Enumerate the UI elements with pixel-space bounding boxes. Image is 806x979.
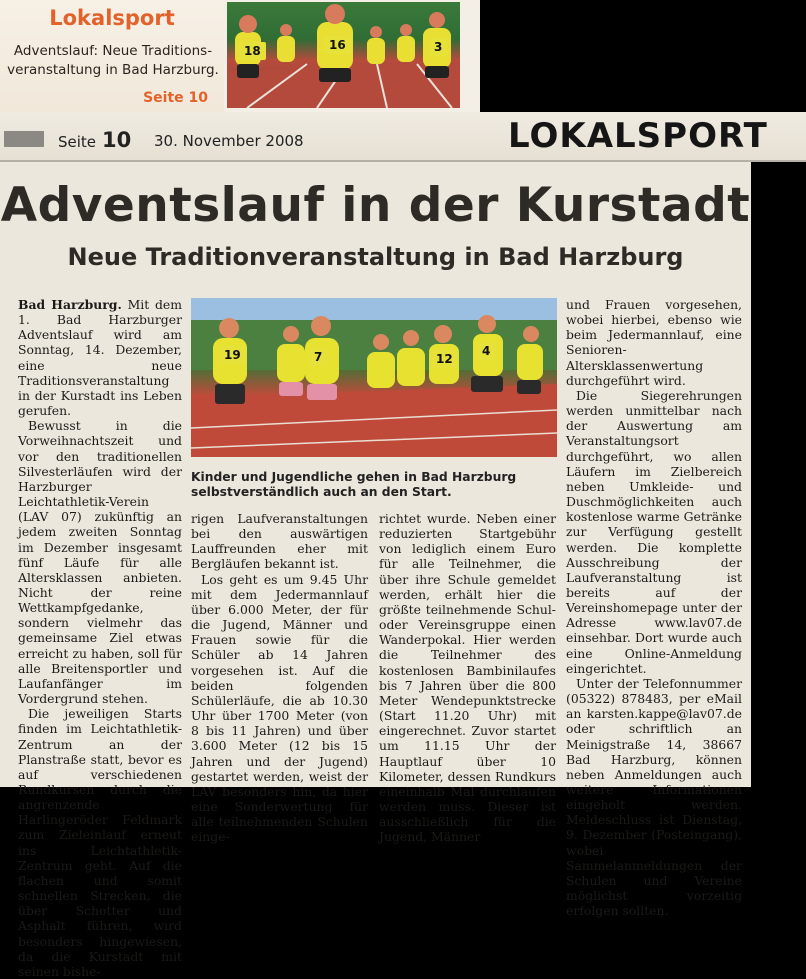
runners-photo-illustration [191,298,557,457]
header-bar-mark [4,131,44,147]
page-number [58,128,131,152]
teaser-box [0,0,480,112]
article-column-1 [18,297,182,979]
teaser-kicker: Lokalsport [49,6,175,30]
page-word: Seite [58,133,97,151]
article-column-4 [566,297,742,918]
article-column-3 [379,511,556,844]
photo-bib: 7 [309,348,327,366]
article-photo [191,298,557,457]
paragraph-text: Mit dem 1. Bad Harzburger Adventslauf wird am Sonntag, 14. Dezember, eine neue Traditionsveranstaltung in der Kurstadt ins Leben gerufen. [18,297,182,419]
paragraph: richtet wurde. Neben einer reduzierten Startgebühr von lediglich einem Euro für alle Teilnehmer, die über ihre Schule gemeldet werden, erhält hier die größte teilnehmende Schul- oder Vereinsgruppe einen Wanderpokal. Hier werden die Teilnehmer des kostenlosen Bambinilaufes bis 7 Jahren über die 800 Meter Wendepunktstrecke (Start 11.20 Uhr) mit eingerechnet. Zuvor startet um 11.15 Uhr der Hauptlauf über 10 Kilometer, dessen Rundkurs eineinhalb Mal durchlaufen werden muss. Dieser ist ausschließlich für die Jugend, Männer [379,511,556,845]
paragraph [18,297,182,418]
teaser-bib: 3 [429,38,447,56]
dateline: Bad Harzburg. [18,297,122,312]
teaser-bib: 18 [239,42,266,60]
photo-bib: 19 [219,346,246,364]
paragraph: Die jeweiligen Starts finden im Leichtathletik-Zentrum an der Planstraße statt, bevor es auf verschiedenen Rundkursen durch die angrenzende Harlingeröder Feldmark zum Zieleinlauf erneut ins Leichtathletik-Zentrum geht. Auf die flachen und somit schnellen Strecken, die über Schotter und Asphalt führen, wird besonders hingewiesen, da die Kurstadt mit seinen bishe- [18,706,182,979]
photo-bib: 12 [431,350,458,368]
article-headline: Adventslauf in der Kurstadt [0,178,751,233]
page-num: 10 [102,128,132,152]
section-title: LOKALSPORT [508,116,768,156]
paragraph: Unter der Telefonnummer (05322) 878483, per eMail an karsten.kappe@lav07.de oder schriftlich an Meinigstraße 14, 38667 Bad Harzburg, können neben Anmeldungen auch weitere Informationen eingeholt werden. Meldeschluss ist Dienstag, 9. Dezember (Posteingang), wobei Sammelanmeldungen der Schulen und Vereine möglichst vorzeitig erfolgen sollten. [566,675,742,919]
teaser-summary: Adventslauf: Neue Traditionsveranstaltung in Bad Harzburg. [7,43,219,78]
teaser-page-ref: Seite 10 [143,90,208,106]
paragraph: Die Siegerehrungen werden unmittelbar nach der Auswertung am Veranstaltungsort durchgeführt, wo allen Läufern im Zielbereich neben Umkleide- und Duschmöglichkeiten auch kostenlose warme Getränke zur Verfügung gestellt werden. Die komplette Ausschreibung der Laufveranstaltung ist bereits auf der Vereinshomepage unter der Adresse www.lav07.de einsehbar. Dort wurde auch eine Online-Anmeldung eingerichtet. [566,387,742,676]
paragraph: rigen Laufveranstaltungen bei den auswärtigen Lauffreunden eher mit Bergläufen bekannt ist. [191,511,368,572]
paragraph: Bewusst in die Vorweihnachtszeit und vor den traditionellen Silvesterläufen wird der Harzburger Leichtathletik-Verein (LAV 07) zukünftig an jedem zweiten Sonntag im Dezember insgesamt fünf Läufe für alle Altersklassen anbieten. Nicht der reine Wettkampfgedanke, sondern vielmehr das gemeinsame Ziel etwas erreicht zu haben, soll für alle Breitensportler und Laufanfänger im Vordergrund stehen. [18,418,182,707]
article-subheadline: Neue Traditionveranstaltung in Bad Harzburg [67,243,684,271]
paragraph: und Frauen vorgesehen, wobei hierbei, ebenso wie beim Jedermannlauf, eine Senioren-Altersklassenwertung durchgeführt wird. [566,297,742,388]
paragraph: Los geht es um 9.45 Uhr mit dem Jedermannlauf über 6.000 Meter, der für die Jugend, Männer und Frauen sowie für die Schüler ab 14 Jahren vorgesehen ist. Auf die beiden folgenden Schülerläufe, die ab 10.30 Uhr über 1700 Meter (von 8 bis 11 Jahren) und über 3.600 Meter (12 bis 15 Jahren und der Jugend) gestartet werden, weist der LAV besonders hin, da hier eine Sonderwertung für alle teilnehmenden Schulen einge- [191,571,368,845]
photo-caption: Kinder und Jugendliche gehen in Bad Harzburg selbstverständlich auch an den Start. [191,470,517,499]
teaser-text-panel [0,0,224,112]
teaser-photo [227,2,460,108]
teaser-bib: 16 [324,36,351,54]
photo-bib: 4 [477,342,495,360]
article-column-2 [191,511,368,844]
issue-date: 30. November 2008 [154,132,304,150]
